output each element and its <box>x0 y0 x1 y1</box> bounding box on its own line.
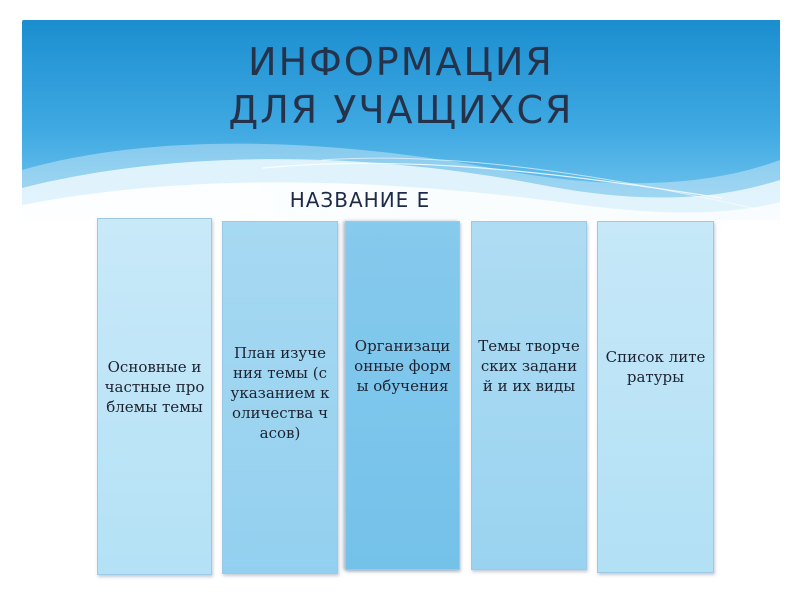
card-creative-tasks <box>471 221 587 570</box>
card-label: План изучения темы (с указанием количества часов) <box>230 343 330 442</box>
card-label: Организационные формы обучения <box>354 336 451 395</box>
card-organizational-forms <box>345 221 460 570</box>
title-line-2: ДЛЯ УЧАЩИХСЯ <box>228 88 574 132</box>
card-label: Основные и частные проблемы темы <box>104 357 205 416</box>
subtitle: НАЗВАНИЕ Е <box>289 188 431 212</box>
card-label: Список литературы <box>605 348 706 386</box>
card-label: Темы творческих заданий и их виды <box>478 336 580 395</box>
card-study-plan <box>222 221 338 574</box>
card-problems <box>97 218 212 575</box>
card-literature <box>597 221 714 573</box>
title-line-1: ИНФОРМАЦИЯ <box>248 40 554 84</box>
